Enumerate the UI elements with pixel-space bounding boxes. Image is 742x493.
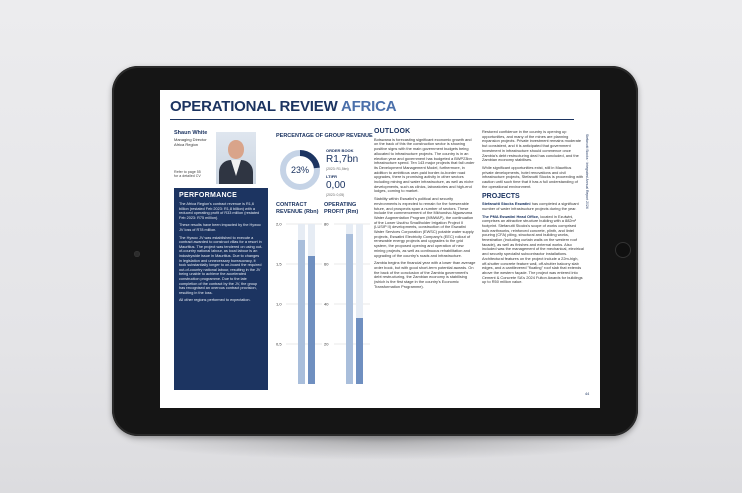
col2-p2: While significant opportunities exist, still in Mauritius private developments, hotel renovations and civil infrastructure projects, Stefanutti Stocks is proceeding with caution until such time that it has a full understanding of the operational environment.	[482, 164, 583, 189]
performance-p2: These results have been impacted by the Hywoc JV loss of R78 million.	[179, 223, 261, 232]
projects-lead-bold: Stefanutti Stocks Eswatini	[482, 201, 531, 207]
bar	[346, 234, 353, 384]
profile-name: Shaun White	[174, 130, 208, 136]
tablet-screen	[160, 90, 600, 408]
contract-revenue-chart	[276, 218, 322, 390]
portrait-head	[228, 140, 244, 159]
percentage-title: PERCENTAGE OF GROUP REVENUE	[276, 133, 373, 139]
title-divider	[170, 119, 574, 120]
order-book-sub: (2023: R1,5bn)	[326, 167, 349, 171]
bar	[298, 240, 305, 384]
performance-panel	[174, 188, 268, 390]
outlook-p3: Zambia begins the financial year with a lower than average order book, but with good short-term potential awards. On the back of the conclusion of the Zambia government's debt restructuring, the Zambian economy is stabilising (which is the first stage in the country's Economic Transformation Programme).	[374, 260, 476, 289]
side-running-head	[583, 134, 591, 234]
outlook-p2: Stability within Eswatini's political and security environments is expected to remain for the foreseeable future, and prospects span a number of sectors. These include the commencement of the Mkhondvo-Ngwavuma Water Augmentation Program (MNWAP), the continuation of the Lower Usuthu Smallholder Irrigation Project II (LUSIP II) developments, construction of the Eswatini Water Services Corporation (EWSC) potable water supply projects, Eswatini Electricity Company's (EEC) rollout of renewable energy projects and upgrades to the grid system, the proposed opening and operation of new mining projects, as well as continuous rehabilitation and upgrading of the country's roads and infrastructure.	[374, 196, 474, 258]
page-title-main: OPERATIONAL REVIEW	[170, 98, 338, 115]
projects-p2	[482, 215, 584, 286]
outlook-heading: OUTLOOK	[374, 128, 411, 135]
ltifr-value: 0,00	[326, 180, 346, 191]
y-tick-label: 40	[324, 301, 329, 307]
refer-line-1: Refer to page 55	[174, 170, 201, 174]
page-title-accent: AFRICA	[340, 98, 397, 115]
bar	[356, 318, 363, 384]
second-column	[482, 130, 584, 288]
order-book-value: R1,7bn	[326, 154, 359, 165]
refer-line-2: for a detailed CV	[174, 174, 201, 179]
group-revenue-donut	[278, 148, 322, 192]
projects-p2-bold: The PMA Eswatini Head Office,	[482, 213, 540, 219]
y-tick-label: 20	[324, 341, 329, 347]
operating-profit-title: OPERATING PROFIT (Rm)	[324, 202, 359, 215]
y-tick-label: 1,5	[276, 261, 282, 267]
profile-role-2: Africa Region	[174, 142, 199, 147]
contract-revenue-title: CONTRACT REVENUE (Rbn)	[276, 202, 319, 215]
operating-profit-chart	[324, 218, 370, 390]
portrait-photo	[216, 132, 256, 184]
page-title	[170, 98, 396, 115]
projects-heading: PROJECTS	[482, 193, 520, 201]
side-running-head-text: Stefanutti Stocks · Integrated Annual Report 2024	[585, 134, 589, 209]
y-tick-label: 1,0	[276, 301, 282, 307]
refer-note	[174, 170, 214, 179]
col2-p1: Restored confidence in the country is opening up opportunities, and many of the mines are planning expansion projects. Private investment remains moderate but consistent, and it is anticipated that government investment in infrastructure should commence once Zambia's debt restructuring deal has concluded, and the Zambian economy stabilises.	[482, 129, 582, 163]
profile-role-1: Managing Director	[174, 137, 207, 142]
home-button[interactable]	[615, 242, 631, 258]
projects-p2-rest: located in Ezulwini, comprises an attractive structure building with a 882m² footprint. Stefanutti Stocks's scope of works comprised bulk earthworks, reinforced concrete, plinth, and lintel pouring (CFA) piling, structural and building works, fenestration (including curtain walls on the western roof facade), as well as finishes and external works. Also included was the management of the mechanical, electrical and security specialist subcontractor installations. Architectural features on the project include a 22m-high, off-shutter concrete feature wall, off-shutter balcony slab edges, and a cantilevered "floating" roof slab that extends above the western façade. The project was entered into Cement & Concrete SA's 2024 Fulton Awards for buildings up to R50 million value.	[482, 213, 584, 285]
page-number: 44	[585, 392, 590, 396]
y-tick-label: 80	[324, 221, 329, 227]
order-book-label: ORDER BOOK	[326, 148, 354, 153]
bar	[308, 256, 315, 384]
performance-p4: All other regions performed to expectation.	[179, 298, 251, 303]
performance-p3: The Hywoc JV was established to execute a contract awarded to construct villas for a resort in Mauritius. The project was tendered on using out-of-country national labour, as local labour is an industrywide issue in Mauritius. Due to changes in legislation and unnecessary bureaucracy, it took substantially longer to on-board the required out-of-country national labour, resulting in the JV being unable to achieve the accelerated construction programme. Due to the late completion of the contract by the JV, the group has recognised an onerous contract provision, resulting in the loss.	[179, 235, 263, 295]
ltifr-sub: (2023: 0,05)	[326, 193, 345, 197]
y-tick-label: 60	[324, 261, 329, 267]
performance-heading: PERFORMANCE	[179, 192, 238, 199]
performance-p1: The Africa Region's contract revenue is R1,6 billion (restated Feb 2023: R1,8 billion) with a reduced operating profit of R33 million (restated Feb 2023: R75 million).	[179, 202, 260, 220]
projects-lead-rest: has completed a significant number of water infrastructure projects during the year.	[482, 201, 579, 211]
y-tick-label: 0,5	[276, 341, 282, 347]
camera-icon	[134, 251, 140, 257]
donut-svg	[278, 148, 322, 192]
projects-lead	[482, 202, 584, 211]
donut-label: 23%	[290, 165, 310, 175]
y-tick-label: 2,0	[276, 221, 282, 227]
outlook-p1: Botswana is forecasting significant economic growth and on the back of this the construction sector is showing positive signs with the main government budgets being allocated to infrastructure projects. The country is in an election year and government has budgeted a BWP23bn infrastructure spend. Ten 143 major projects that fall under its Development Management Model, furthermore, in addition to ambitious user-paid border-to-border road upgrades, there is promising activity in other sectors including mining and water infrastructure, as well as niche developments, such as clinics, laboratories and high-end lodges, coming to market.	[374, 136, 475, 194]
ltifr-label: LTIFR	[326, 174, 338, 179]
outlook-column	[374, 130, 476, 293]
